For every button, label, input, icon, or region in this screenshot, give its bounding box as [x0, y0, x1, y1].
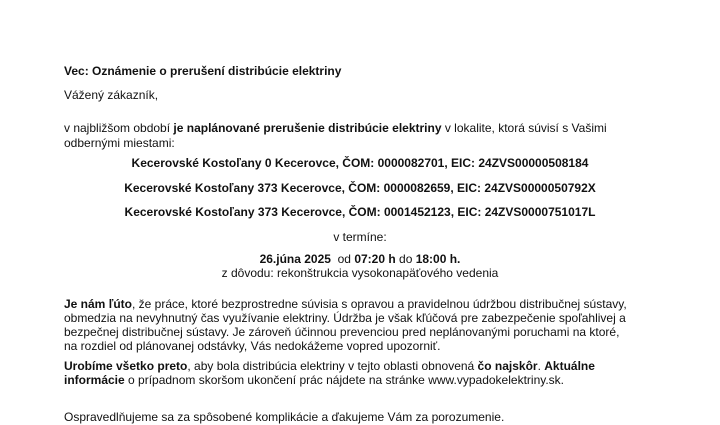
term-datetime: 26.júna 2025 od 07:20 h do 18:00 h. — [259, 252, 461, 266]
effort-line-1: Urobíme všetko preto, aby bola distribúcia elektriny v tejto oblasti obnovená čo najskôr. Aktuálne — [64, 359, 595, 373]
apology-line-4: na rozdiel od plánovanej odstávky, Vás nedokážeme vopred upozorniť. — [64, 339, 441, 353]
apology-line-3: bezpečnej distribučnej sústavy. Je zároveň účinnou prevenciou pred neplánovanými poruchami na ktoré, — [64, 325, 620, 339]
intro-line-2: odbernými miestami: — [64, 136, 175, 150]
location-line: Kecerovské Kostoľany 373 Kecerovce, ČOM: 0000082659, EIC: 24ZVS0000050792X — [124, 181, 596, 195]
location-line: Kecerovské Kostoľany 373 Kecerovce, ČOM: 0001452123, EIC: 24ZVS0000751017L — [124, 205, 596, 219]
letter-salutation: Vážený zákazník, — [64, 88, 159, 102]
effort-line-2: informácie o prípadnom skoršom ukončení prác nájdete na stránke www.vypadokelektriny.sk. — [64, 373, 565, 387]
letter-subject: Vec: Oznámenie o prerušení distribúcie elektriny — [64, 64, 342, 78]
term-label: v termíne: — [333, 230, 387, 244]
closing-line: Ospravedlňujeme sa za spôsobené komplikácie a ďakujeme Vám za porozumenie. — [64, 410, 505, 424]
location-line: Kecerovské Kostoľany 0 Kecerovce, ČOM: 0000082701, EIC: 24ZVS00000508184 — [131, 156, 589, 170]
apology-line-2: obmedzia na nevyhnutný čas využívanie elektriny. Údržba je však kľúčová pre zabezpečenie spoľahlivej a — [64, 311, 626, 325]
term-reason: z dôvodu: rekonštrukcia vysokonapäťového vedenia — [221, 266, 499, 280]
intro-line-1: v najbližšom období je naplánované prerušenie distribúcie elektriny v lokalite, ktorá súvisí s Vašimi — [64, 121, 607, 135]
apology-line-1: Je nám ľúto, že práce, ktoré bezprostredne súvisia s opravou a pravidelnou údržbou distribučnej sústavy, — [64, 297, 627, 311]
